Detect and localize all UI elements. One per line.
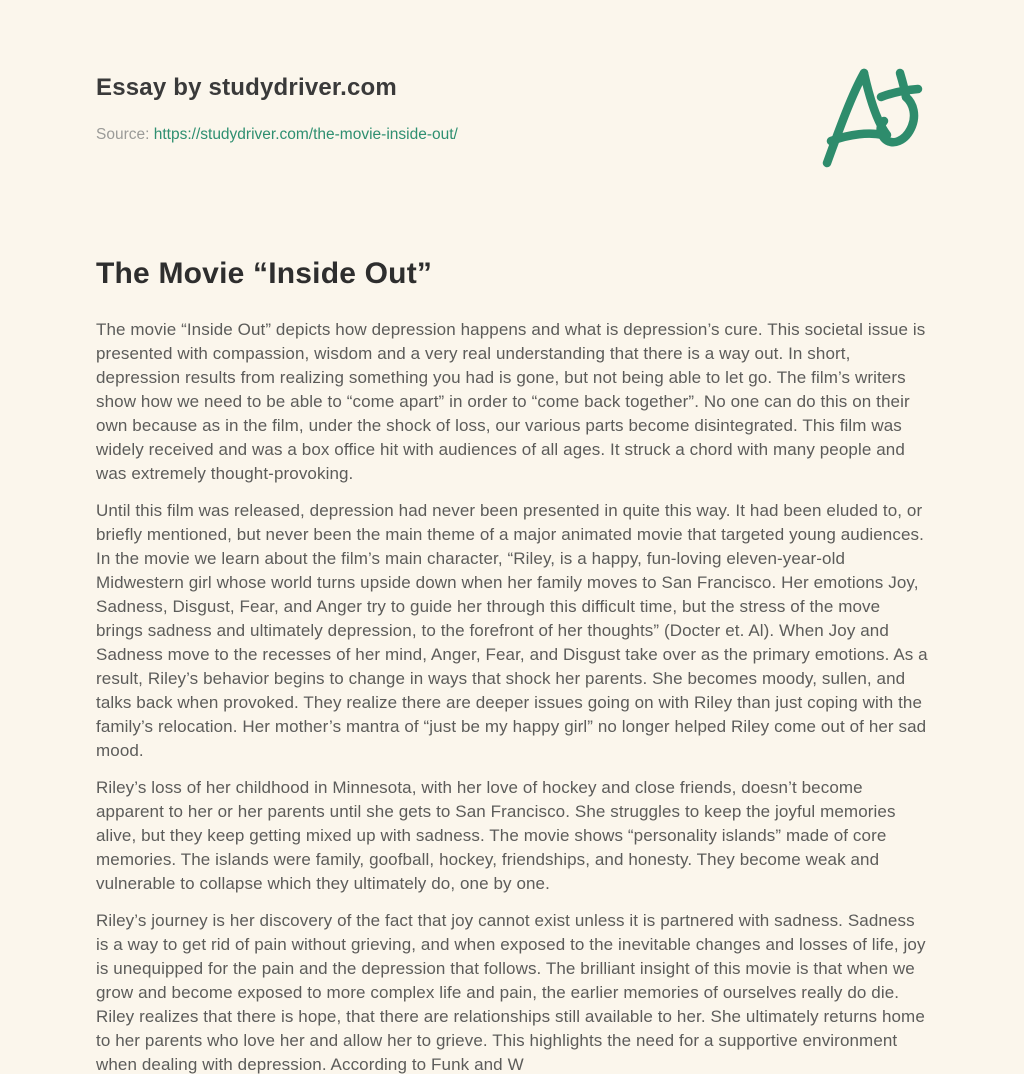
source-link[interactable]: https://studydriver.com/the-movie-inside-out/ <box>153 126 458 143</box>
essay-paragraph: Until this film was released, depression had never been presented in quite this way. It had been eluded to, or briefly mentioned, but never been the main theme of a major animated movie that targeted young audiences. In the movie we learn about the film’s main character, “Riley, is a happy, fun-loving eleven-year-old Midwestern girl whose world turns upside down when her family moves to San Francisco. Her emotions Joy, Sadness, Disgust, Fear, and Anger try to guide her through this difficult time, but the stress of the move brings sadness and ultimately depression, to the forefront of her thoughts” (Docter et. Al). When Joy and Sadness move to the recesses of her mind, Anger, Fear, and Disgust take over as the primary emotions. As a result, Riley’s behavior begins to change in ways that shock her parents. She becomes moody, sullen, and talks back when provoked. They realize there are deeper issues going on with Riley than just coping with the family’s relocation. Her mother’s mantra of “just be my happy girl” no longer helped Riley come out of her sad mood. <box>96 501 928 760</box>
source-label: Source: <box>96 126 150 143</box>
content-column <box>96 0 929 1074</box>
essay-paragraph: Riley’s loss of her childhood in Minnesota, with her love of hockey and close friends, doesn’t become apparent to her or her parents until she gets to San Francisco. She struggles to keep the joyful memories alive, but they keep getting mixed up with sadness. The movie shows “personality islands” made of core memories. The islands were family, goofball, hockey, friendships, and honesty. They become weak and vulnerable to collapse which they ultimately do, one by one. <box>96 778 896 893</box>
source-line <box>96 126 929 144</box>
essay-paragraph: Riley’s journey is her discovery of the fact that joy cannot exist unless it is partnered with sadness. Sadness is a way to get rid of pain without grieving, and when exposed to the inevitable changes and losses of life, joy is unequipped for the pain and the depression that follows. The brilliant insight of this movie is that when we grow and become exposed to more complex life and pain, the earlier memories of ourselves really do die. Riley realizes that there is hope, that there are relationships still available to her. She ultimately returns home to her parents who love her and allow her to grieve. This highlights the need for a supportive environment when dealing with depression. According to Funk and W <box>96 911 926 1074</box>
site-heading: Essay by studydriver.com <box>96 74 397 101</box>
article-title: The Movie “Inside Out” <box>96 257 433 290</box>
essay-paragraph: The movie “Inside Out” depicts how depression happens and what is depression’s cure. This societal issue is presented with compassion, wisdom and a very real understanding that there is a way out. In short, depression results from realizing something you had is gone, but not being able to let go. The film’s writers show how we need to be able to “come apart” in order to “come back together”. No one can do this on their own because as in the film, under the shock of loss, our various parts become disintegrated. This film was widely received and was a box office hit with audiences of all ages. It struck a chord with many people and was extremely thought-provoking. <box>96 320 926 483</box>
article-body <box>96 318 929 1074</box>
